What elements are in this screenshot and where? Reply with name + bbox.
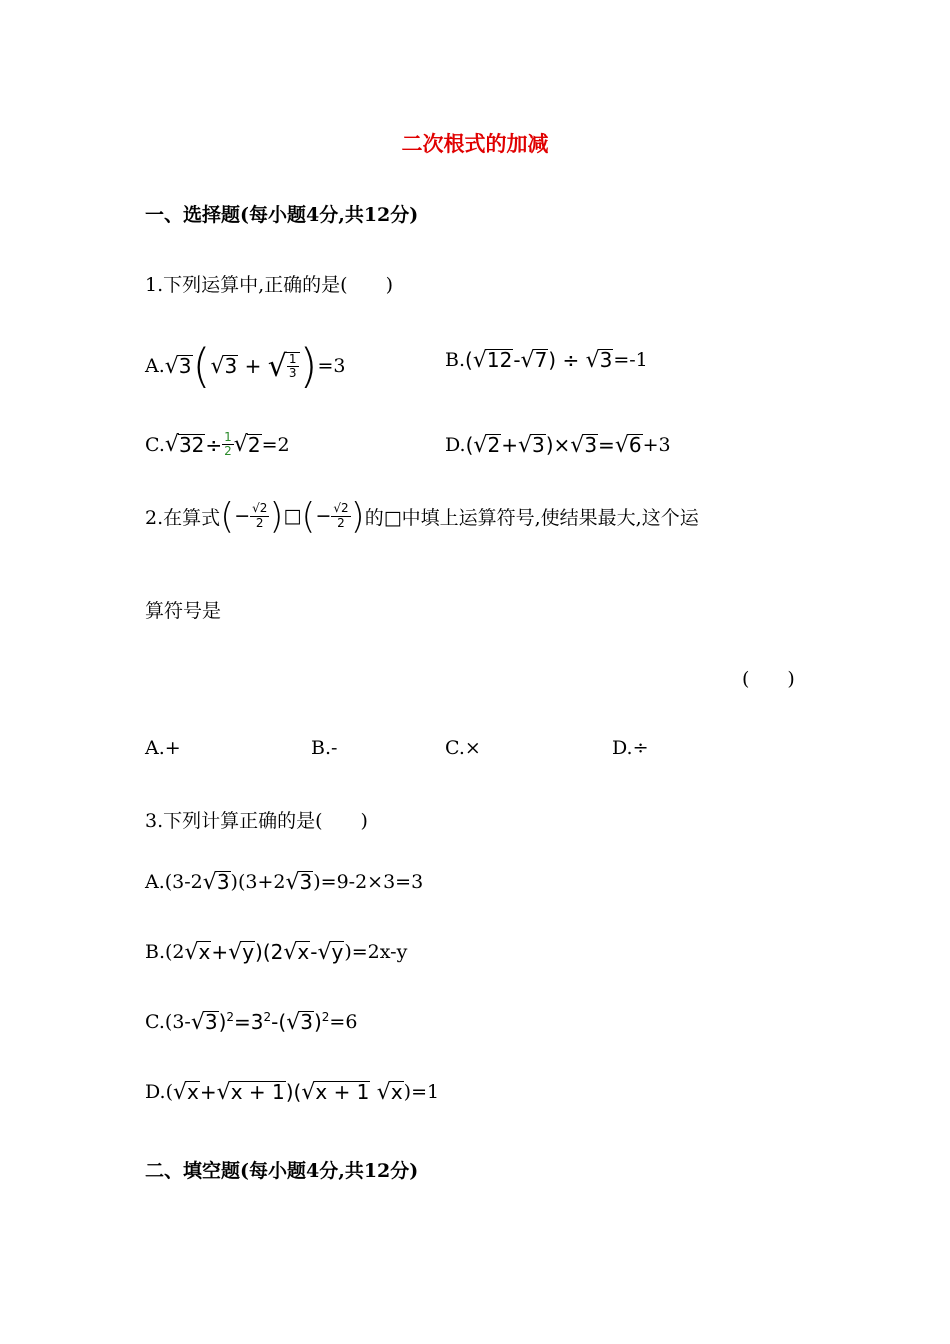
q3-option-c	[145, 1002, 357, 1042]
math-expression: ( − $\frac{√2}{2}$ )	[220, 495, 284, 537]
math-sqrt: √3	[202, 869, 230, 895]
q2-option-b: B.-	[311, 737, 338, 759]
option-text: =6	[329, 1011, 358, 1033]
option-text: )=1	[403, 1081, 440, 1103]
q1-option-c	[145, 422, 290, 467]
option-result: =-1	[613, 349, 648, 371]
option-text: B.(2	[145, 941, 185, 963]
question-1-stem: 1.下列运算中,正确的是( )	[145, 274, 393, 296]
option-text: )(3+2	[230, 871, 286, 893]
answer-parentheses: ( )	[742, 668, 795, 690]
math-expression: √x+√y)(2√x-√y	[184, 939, 344, 965]
option-result: =2	[261, 433, 290, 456]
section-heading-fill: 二、填空题(每小题4分,共12分)	[145, 1160, 419, 1182]
q3-option-d	[145, 1072, 439, 1112]
q2-stem-end: 符号,使结果最大,这个运	[496, 506, 699, 529]
q2-option-a: A.+	[145, 737, 181, 759]
page-title: 二次根式的加减	[401, 131, 549, 156]
question-2-stem-line2: 算符号是	[145, 600, 222, 622]
option-text: )=9-2×3=3	[313, 871, 424, 893]
q2-option-c: C.×	[445, 737, 481, 759]
option-text: D.(	[145, 1081, 174, 1103]
option-result: =3	[317, 355, 346, 377]
section-heading-choice: 一、选择题(每小题4分,共12分)	[145, 204, 419, 226]
q1-option-a	[145, 336, 345, 396]
q3-option-b	[145, 932, 407, 972]
q2-option-d: D.÷	[612, 737, 649, 759]
option-text: C.(3-	[145, 1011, 191, 1033]
q1-option-d	[445, 425, 671, 465]
option-text: )=2x-y	[344, 941, 408, 963]
math-expression: (√12-√7) ÷ √3	[465, 347, 613, 373]
option-label: A.	[145, 355, 165, 377]
operator-box: □	[283, 505, 302, 527]
math-expression: (√2+√3)×√3=√6	[465, 432, 642, 458]
math-sqrt: √3	[285, 869, 313, 895]
q2-stem-mid: 的□中填上运算	[364, 506, 497, 529]
q3-option-a	[145, 862, 423, 902]
option-label: D.	[445, 434, 466, 456]
option-result: +3	[642, 434, 671, 456]
question-2-stem	[145, 494, 699, 538]
option-label: B.	[445, 349, 466, 371]
math-expression: √ 3 ( √ 3 + √ $\frac{1}{3}$ )	[164, 339, 318, 393]
option-text: A.(3-2	[145, 871, 203, 893]
q1-option-b	[445, 340, 648, 380]
question-3-stem: 3.下列计算正确的是( )	[145, 810, 368, 832]
math-expression: $√3)^2=3^2-(√3)^2$	[190, 1009, 330, 1035]
math-expression: √x+√x + 1)(√x + 1 √x	[173, 1079, 403, 1105]
math-expression: ( − $\frac{√2}{2}$ )	[301, 495, 365, 537]
option-label: C.	[145, 433, 165, 456]
q2-stem-start: 2.在算式	[145, 506, 221, 529]
math-expression: √ 32 ÷ $\frac{1}{2}$ √ 2	[164, 429, 261, 458]
